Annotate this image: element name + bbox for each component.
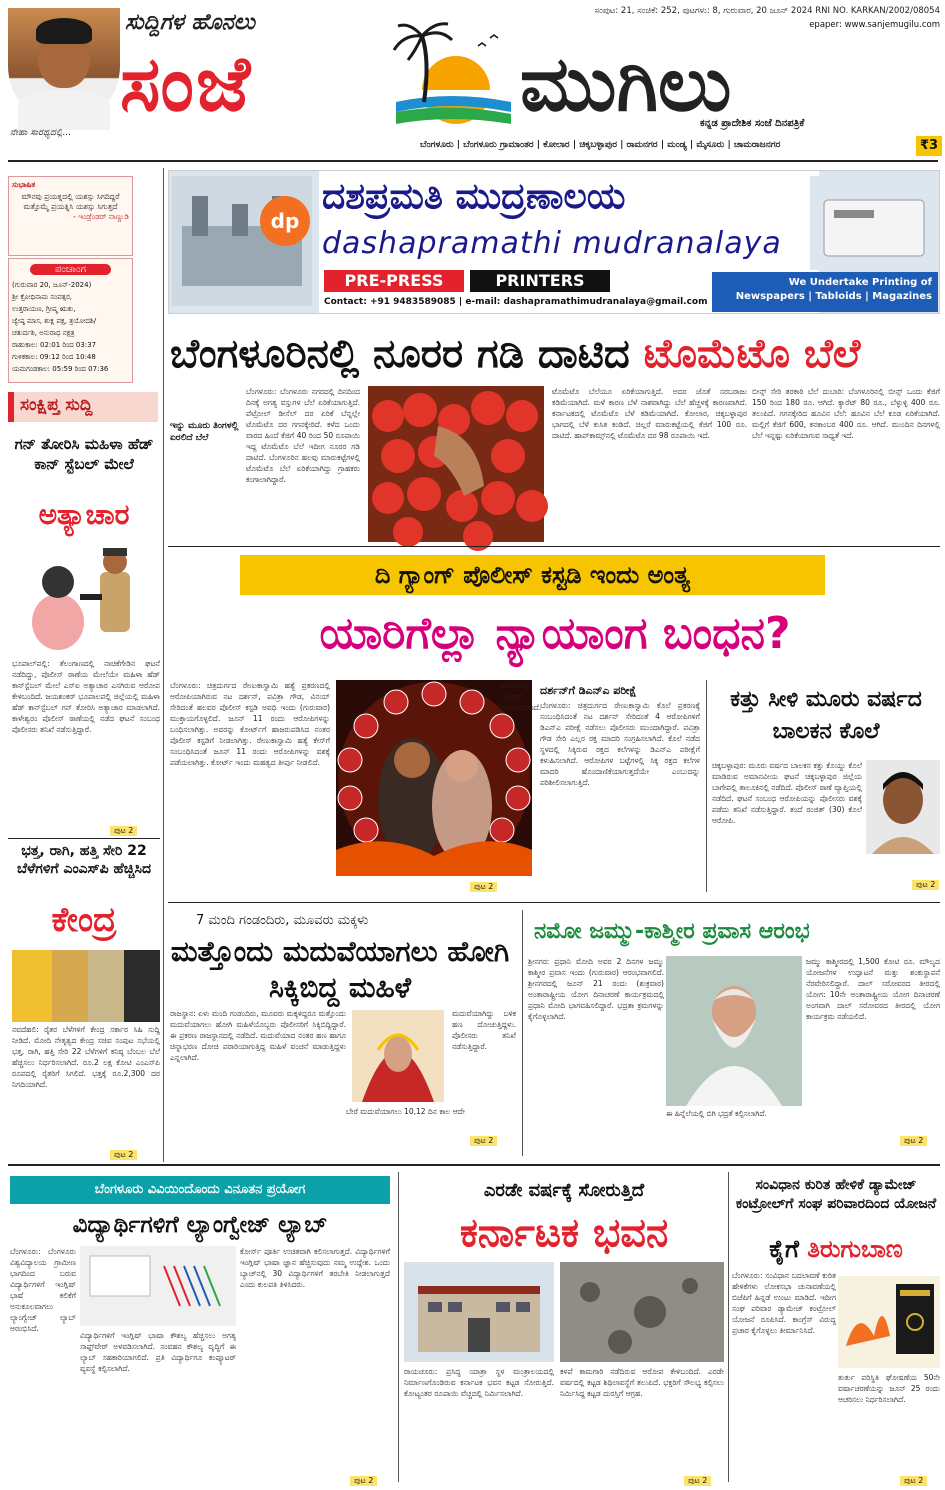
brief1-headline-big[interactable]: ಅತ್ಯಾಚಾರ — [38, 498, 130, 531]
bhavan-body-col1: ರಾಯಚೂರು: ಪ್ರಸಿದ್ಧ ಯಾತ್ರಾ ಸ್ಥಳ ಮಂತ್ರಾಲಯದಲ್ಲಿ ನಿರ್ಮಾಣಗೊಂಡಿರುವ ಕರ್ನಾಟಕ ಭವನ ಕಟ್ಟಡ ಸೋರುತ್ತಿದೆ. ಕೋಟ್ಯಂತರ ರೂಪಾಯಿ ವೆಚ್ಚದಲ್ಲಿ ನಿರ್ಮಿಸಲಾಗಿದೆ. — [404, 1367, 554, 1398]
tomato-pull-quote: ಇನ್ನು ಮೂರು ತಿಂಗಳಲ್ಲಿ ಏರಲಿದೆ ಬೆಲೆ — [170, 421, 239, 443]
ad-services-box — [712, 272, 938, 312]
portrait-caption: ನೇಹಾ ಸಾರಥ್ಯದಲ್ಲಿ... — [10, 128, 72, 138]
brief2-continue[interactable]: ಪುಟ 2 — [110, 1150, 137, 1160]
darshan-headline[interactable]: ಯಾರಿಗೆಲ್ಲಾ ನ್ಯಾಯಾಂಗ ಬಂಧನ? — [319, 608, 791, 659]
tomato-headline[interactable] — [170, 330, 940, 378]
bhavan-continue[interactable]: ಪುಟ 2 — [684, 1476, 711, 1486]
bride-image — [352, 1010, 444, 1102]
bhavan-kicker[interactable]: ಎರಡೇ ವರ್ಷಕ್ಕೆ ಸೋರುತ್ತಿದೆ — [483, 1180, 645, 1201]
masthead-divider — [8, 160, 938, 162]
panchanga-row: ಜ್ಯೇಷ್ಠ ಮಾಸ, ಶುಕ್ಲ ಪಕ್ಷ, ತ್ರಯೋದಶಿ/ — [12, 317, 97, 325]
edition-cities: ಬೆಂಗಳೂರು | ಬೆಂಗಳೂರು ಗ್ರಾಮಾಂತರ | ಕೋಲಾರ | ಚಿಕ್ಕಬಳ್ಳಾಪುರ | ರಾಮನಗರ | ಮಂಡ್ಯ | ಮೈಸೂರು | ಚಾಮರಾಜನಗರ — [420, 140, 781, 150]
lab-band[interactable]: ಬೆಂಗಳೂರು ವಿವಿಯಿಂದೊಂದು ವಿನೂತನ ಪ್ರಯೋಗ — [10, 1176, 390, 1204]
column-divider — [728, 1172, 729, 1482]
grains-image — [12, 950, 160, 1022]
ad-contact: Contact: +91 9483589085 | e-mail: dashapramathimudranalaya@gmail.com — [324, 297, 708, 307]
panchanga-row: ಗುಳಿಕಕಾಲ: 09:12 ರಿಂದ 10:48 — [12, 353, 96, 361]
quote-author: - ಇಂಡ್ರೆಂಡರ್ ನಾಣ್ಣುಡಿ — [73, 212, 129, 221]
bjp-headline[interactable]: ಸಂವಿಧಾನ ಕುರಿತ ಹೇಳಿಕೆ ಡ್ಯಾಮೇಜ್ ಕಂಟ್ರೋಲ್‌ಗೆ ಸಂಘ ಪರಿವಾರದಿಂದ ಯೋಜನೆ — [735, 1177, 937, 1212]
darshan-body-col1: ಬೆಂಗಳೂರು: ಚಿತ್ರದುರ್ಗದ ರೇಣುಕಾಸ್ವಾಮಿ ಹತ್ಯೆ ಪ್ರಕರಣದಲ್ಲಿ ಆರೋಪಿಯಾಗಿರುವ ನಟ ದರ್ಶನ್, ಪವಿತ್ರಾ ಗೌಡ, ವಿನಯ್ ಸೇರಿದಂತೆ ಹಲವರ ಪೊಲೀಸ್ ಕಸ್ಟಡಿ ಅವಧಿ ಇಂದು (ಗುರುವಾರ) ಮುಕ್ತಾಯಗೊಳ್ಳಲಿದೆ. ಜೂನ್ 11 ರಂದು ಆರೋಪಿಗಳನ್ನು ಬಂಧಿಸಲಾಗಿತ್ತು. ಅವರನ್ನು ಕೋರ್ಟ್‌ಗೆ ಹಾಜರುಪಡಿಸಿದ ನಂತರ ಪೊಲೀಸ್ ಕಸ್ಟಡಿಗೆ ನೀಡಲಾಗಿತ್ತು. ರೇಣುಕಾಸ್ವಾಮಿ ಹತ್ಯೆ ಕೇಸ್‌ಗೆ ಸಂಬಂಧಿಸಿದಂತೆ ಜೂನ್ 11 ರಂದು ಆರೋಪಿಗಳನ್ನು ವಶಕ್ಕೆ ಪಡೆಯಲಾಗಿತ್ತು. ಕೋರ್ಟ್ ಇಂದು ಮಹತ್ವದ ತೀರ್ಪು ನೀಡಲಿದೆ. — [170, 681, 330, 767]
modi-body-tail: ಈ ಹಿನ್ನೆಲೆಯಲ್ಲಿ ಬಿಗಿ ಭದ್ರತೆ ಕಲ್ಪಿಸಲಾಗಿದೆ. — [666, 1109, 767, 1118]
column-divider — [398, 1172, 399, 1482]
section-divider — [168, 902, 940, 903]
panchanga-title: ಪಂಚಾಂಗ — [30, 264, 111, 275]
left-column-divider — [163, 168, 164, 1162]
tomato-body-col2: ಟೊಮೆಟೊ ಬೆಲೆಯೂ ಏರಿಕೆಯಾಗುತ್ತಿದೆ. ಅದರ ಜೊತೆ ಸರಬರಾಜು ಕಡಿಮೆಯಾಗಿದೆ. ಮಳೆ ಕಾರಣ ಬೆಳೆ ನಾಶವಾಗಿದ್ದು ಬೆಲೆ ಹೆಚ್ಚಳಕ್ಕೆ ಕಾರಣವಾಗಿದೆ. ಕರ್ನಾಟಕದಲ್ಲಿ ಟೊಮೆಟೊ ಬೆಳೆ ಕಡಿಮೆಯಾಗಿದೆ. ಕೋಲಾರ, ಚಿಕ್ಕಬಳ್ಳಾಪುರ ಭಾಗದಲ್ಲಿ ಬೆಳೆ ಕುಸಿತ ಕಂಡಿದೆ. ಚಿಲ್ಲರೆ ಮಾರುಕಟ್ಟೆಯಲ್ಲಿ ಕೆಜಿಗೆ 100 ರೂ. ದಾಟಿದೆ. ಹಾಪ್‌ಕಾಮ್ಸ್‌ನಲ್ಲಿ ಟೊಮೆಟೊ ದರ 98 ರೂಪಾಯಿ ಇದೆ. — [552, 387, 747, 440]
brief2-body: ನವದೆಹಲಿ: ರೈತರ ಬೆಳೆಗಳಿಗೆ ಕೇಂದ್ರ ಸರ್ಕಾರ ಸಿಹಿ ಸುದ್ದಿ ನೀಡಿದೆ. ಮೋದಿ ನೇತೃತ್ವದ ಕೇಂದ್ರ ಸಚಿವ ಸಂಪುಟ ಸಭೆಯಲ್ಲಿ ಭತ್ತ, ರಾಗಿ, ಹತ್ತಿ ಸೇರಿ 22 ಬೆಳೆಗಳಿಗೆ ಕನಿಷ್ಠ ಬೆಂಬಲ ಬೆಲೆ ಹೆಚ್ಚಿಸಲು ನಿರ್ಧರಿಸಲಾಗಿದೆ. ರೂ.2 ಲಕ್ಷ ಕೋಟಿ ಎಂಎಸ್‌ಪಿ ರೂಪದಲ್ಲಿ ರೈತರಿಗೆ ಸಿಗಲಿದೆ. ಭತ್ತಕ್ಕೆ ರೂ.2,300 ದರ ನಿಗದಿಯಾಗಿದೆ. — [12, 1025, 160, 1089]
ad-prepress-label: PRE-PRESS — [324, 270, 464, 292]
sunset-palm-logo — [386, 20, 516, 130]
language-lab-image — [80, 1246, 236, 1326]
bjp-headline-red: ತಿರುಗುಬಾಣ — [807, 1235, 903, 1263]
modi-body-col2: ಜಮ್ಮು ಕಾಶ್ಮೀರದಲ್ಲಿ 1,500 ಕೋಟಿ ರೂ. ಮೌಲ್ಯದ ಯೋಜನೆಗಳ ಉದ್ಘಾಟನೆ ಮತ್ತು ಶಂಕುಸ್ಥಾಪನೆ ನೆರವೇರಿಸಲಿದ್ದಾರೆ. ದಾಲ್ ಸರೋವರದ ತೀರದಲ್ಲಿ ಯೋಗ: 10ನೇ ಅಂತಾರಾಷ್ಟ್ರೀಯ ಯೋಗ ದಿನಾಚರಣೆ ಅಂಗವಾಗಿ ದಾಲ್ ಸರೋವರದ ತೀರದಲ್ಲಿ ಯೋಗ ಕಾರ್ಯಕ್ರಮ ನಡೆಯಲಿದೆ. — [806, 957, 940, 1021]
darshan-body-col2: ಬೆಂಗಳೂರು: ಚಿತ್ರದುರ್ಗದ ರೇಣುಕಾಸ್ವಾಮಿ ಕೊಲೆ ಪ್ರಕರಣಕ್ಕೆ ಸಂಬಂಧಿಸಿದಂತೆ ನಟ ದರ್ಶನ್ ಸೇರಿದಂತೆ 4 ಆರೋಪಿಗಳಿಗೆ ಡಿಎನ್ಎ ಪರೀಕ್ಷೆ ನಡೆಸಲು ಪೊಲೀಸರು ಮುಂದಾಗಿದ್ದಾರೆ. ಪವಿತ್ರಾ ಗೌಡ ಸೇರಿ ಎಲ್ಲರ ರಕ್ತ ಮಾದರಿ ಸಂಗ್ರಹಿಸಲಾಗಿದೆ. ಕೊಲೆ ನಡೆದ ಸ್ಥಳದಲ್ಲಿ ಸಿಕ್ಕಿರುವ ರಕ್ತದ ಕಲೆಗಳನ್ನು ಡಿಎನ್ಎ ಪರೀಕ್ಷೆಗೆ ಕಳುಹಿಸಲಾಗಿದೆ. ಆರೋಪಿಗಳ ಬಟ್ಟೆಗಳಲ್ಲಿ ಸಿಕ್ಕ ರಕ್ತದ ಕಲೆಗಳ ಮಾದರಿ ಹೊಂದಾಣಿಕೆಯಾಗುತ್ತದೆಯೇ ಎಂಬುದನ್ನು ಪರಿಶೀಲಿಸಲಾಗುತ್ತಿದೆ. — [540, 701, 700, 787]
bhavan-body-col2: ಕಳಪೆ ಕಾಮಗಾರಿ ನಡೆದಿರುವ ಆರೋಪ ಕೇಳಿಬಂದಿದೆ. ಎರಡೇ ವರ್ಷದಲ್ಲಿ ಕಟ್ಟಡ ಶಿಥಿಲಾವಸ್ಥೆಗೆ ತಲುಪಿದೆ. ಭಕ್ತರಿಗೆ ಸೌಲಭ್ಯ ಕಲ್ಪಿಸಲು ನಿರ್ಮಿಸಿದ್ದ ಕಟ್ಟಡ ದುರಸ್ತಿಗೆ ಆಗ್ರಹ. — [560, 1367, 724, 1398]
ad-title-english: dashapramathi mudranalaya — [322, 226, 782, 261]
panchanga-row: ಶ್ರೀ ಕ್ರೋಧಿನಾಮ ಸಂವತ್ಸರ, — [12, 293, 72, 301]
panchanga-box — [8, 258, 133, 383]
bhavan-headline[interactable]: ಕರ್ನಾಟಕ ಭವನ — [459, 1210, 669, 1256]
tomato-body-col1 — [170, 386, 360, 542]
issue-meta: ಸಂಪುಟ: 21, ಸಂಚಿಕೆ: 252, ಪುಟಗಳು: 8, ಗುರುವಾರ, 20 ಜೂನ್ 2024 RNI NO. KARKAN/2002/08054 — [594, 6, 940, 16]
bjp-headline-black: ಕೈಗೆ — [769, 1235, 799, 1263]
brief1-continue[interactable]: ಪುಟ 2 — [110, 826, 137, 836]
brief1-body: ಭೂಪಾಲ್‌ಪಲ್ಲಿ: ತೆಲಂಗಾಣದಲ್ಲಿ ನಾಚಿಕೆಗೇಡಿನ ಘಟನೆ ನಡೆದಿದ್ದು, ಪೊಲೀಸ್ ಠಾಣೆಯ ಮೇಲೆಯೇ ಮಹಿಳಾ ಹೆಡ್ ಕಾನ್‌ಸ್ಟೆಬಲ್ ಮೇಲೆ ಎಸ್‌ಐ ಅತ್ಯಾಚಾರ ಎಸಗಿರುವ ಆರೋಪ ಕೇಳಿಬಂದಿದೆ. ಜಯಶಂಕರ್ ಭೂಪಾಲಪಲ್ಲಿ ಜಿಲ್ಲೆಯಲ್ಲಿ ಮಹಿಳಾ ಹೆಡ್ ಕಾನ್‌ಸ್ಟೆಬಲ್ ಗನ್ ತೋರಿಸಿ ಅತ್ಯಾಚಾರ ಮಾಡಲಾಗಿದೆ. ಕಾಳೇಶ್ವರಂ ಪೊಲೀಸ್ ಠಾಣೆಯಲ್ಲಿ ನಡೆದ ಘಟನೆ ಸಂಬಂಧ ಪೊಲೀಸರು ತನಿಖೆ ನಡೆಸುತ್ತಿದ್ದಾರೆ. — [12, 659, 160, 734]
boy-murder-headline[interactable]: ಕತ್ತು ಸೀಳಿ ಮೂರು ವರ್ಷದ ಬಾಲಕನ ಕೊಲೆ — [730, 687, 922, 744]
brief2-headline[interactable]: ಭತ್ತ, ರಾಗಿ, ಹತ್ತಿ ಸೇರಿ 22 ಬೆಳೆಗಳಿಗೆ ಎಂಎಸ್‌ಪಿ ಹೆಚ್ಚಿಸಿದ — [16, 843, 152, 877]
briefs-section-header: ಸಂಕ್ಷಿಪ್ತ ಸುದ್ದಿ — [8, 392, 158, 422]
boy-murder-continue[interactable]: ಪುಟ 2 — [912, 880, 939, 890]
bjp-continue[interactable]: ಪುಟ 2 — [900, 1476, 927, 1486]
panchanga-row: ರಾಹುಕಾಲ: 02:01 ರಿಂದ 03:37 — [12, 341, 97, 349]
marriage-body-tail: ಬೇರೆ ಮದುವೆಯಾಗಲು 10,12 ದಿನ ಕಾಲ ಆದೇ — [346, 1107, 465, 1116]
bjp-headline-big[interactable] — [732, 1234, 940, 1264]
marriage-continue[interactable]: ಪುಟ 2 — [470, 1136, 497, 1146]
panchanga-row: ಚತುರ್ದಶಿ, ಅನುರಾಧ ನಕ್ಷತ್ರ — [12, 329, 75, 337]
leaking-roof-image — [560, 1262, 724, 1362]
tomato-headline-red: ಟೊಮೆಟೊ ಬೆಲೆ — [643, 331, 861, 377]
lab-continue[interactable]: ಪುಟ 2 — [350, 1476, 377, 1486]
dna-subheadline[interactable]: ದರ್ಶನ್‌ಗೆ ಡಿಎನ್ಎ ಪರೀಕ್ಷೆ — [540, 684, 637, 697]
brief-divider — [8, 838, 160, 839]
ad-services-line1: We Undertake Printing of — [788, 277, 932, 288]
ad-logo: dp — [260, 196, 310, 246]
marriage-kicker: 7 ಮಂದಿ ಗಂಡಂದಿರು, ಮೂವರು ಮಕ್ಕಳು — [196, 913, 369, 928]
boy-murder-body: ಚಿಕ್ಕಬಳ್ಳಾಪುರ: ಮೂರು ವರ್ಷದ ಬಾಲಕನ ಕತ್ತು ಕೊಯ್ದು ಕೊಲೆ ಮಾಡಿರುವ ಅಮಾನವೀಯ ಘಟನೆ ಚಿಕ್ಕಬಳ್ಳಾಪುರ ಜಿಲ್ಲೆಯ ಬಾಗೇಪಲ್ಲಿ ತಾಲೂಕಿನಲ್ಲಿ ನಡೆದಿದೆ. ಪೊಲೀಸ್ ಠಾಣೆ ವ್ಯಾಪ್ತಿಯಲ್ಲಿ ನಡೆದಿದೆ. ಘಟನೆ ಸಂಬಂಧ ಆರೋಪಿಯನ್ನು ಪೊಲೀಸರು ವಶಕ್ಕೆ ಪಡೆದು ತನಿಖೆ ನಡೆಸುತ್ತಿದ್ದಾರೆ. ತಂದೆ ರಂಜಿತ್ (30) ಕೊಲೆ ಆರೋಪಿ. — [712, 761, 862, 825]
tomato-body-col1-text: ಬೆಂಗಳೂರು: ಬೆಂಗಳೂರು ನಗರದಲ್ಲಿ ದಿನದಿಂದ ದಿನಕ್ಕೆ ಅಗತ್ಯ ವಸ್ತುಗಳ ಬೆಲೆ ಏರಿಕೆಯಾಗುತ್ತಿದೆ. ಪೆಟ್ರೋಲ್ ಡೀಸೆಲ್ ದರ ಏರಿಕೆ ಬೆನ್ನಲ್ಲೇ ಟೊಮೆಟೊ ದರ ಗಗನಕ್ಕೇರಿದೆ. ಕಳೆದ ಒಂದು ವಾರದ ಹಿಂದೆ ಕೆಜಿಗೆ 40 ರಿಂದ 50 ರೂಪಾಯಿ ಇದ್ದ ಟೊಮೆಟೊ ಬೆಲೆ ಇದೀಗ ನೂರರ ಗಡಿ ದಾಟಿದೆ. ಬೆಂಗಳೂರಿನ ಹಲವು ಮಾರುಕಟ್ಟೆಗಳಲ್ಲಿ ಟೊಮೆಟೊ ಬೆಲೆ ಏರಿಕೆಯಾಗಿದ್ದು ಗ್ರಾಹಕರು ಕಂಗಾಲಾಗಿದ್ದಾರೆ. — [246, 387, 360, 484]
lab-body-col1: ಬೆಂಗಳೂರು: ಬೆಂಗಳೂರು ವಿಶ್ವವಿದ್ಯಾಲಯ ಗ್ರಾಮೀಣ ಭಾಗದಿಂದ ಬರುವ ವಿದ್ಯಾರ್ಥಿಗಳಿಗೆ ಇಂಗ್ಲಿಷ್ ಭಾಷೆ ಕಲಿಕೆಗೆ ಅನುಕೂಲವಾಗಲು ಲ್ಯಾಂಗ್ವೇಜ್ ಲ್ಯಾಬ್ ಆರಂಭಿಸಿದೆ. — [10, 1247, 76, 1333]
brief1-illustration — [20, 542, 148, 654]
brief1-headline[interactable]: ಗನ್ ತೋರಿಸಿ ಮಹಿಳಾ ಹೆಡ್ ಕಾನ್ ಸ್ಟೆಬಲ್ ಮೇಲೆ — [14, 435, 154, 473]
masthead-title-left: ಸಂಜೆ — [120, 39, 253, 128]
ad-printers-label: PRINTERS — [470, 270, 610, 292]
tomato-body-col3: ಬೀನ್ಸ್ ಸೇರಿ ತರಕಾರಿ ಬೆಲೆ ದುಬಾರಿ: ಬೆಂಗಳೂರಿನಲ್ಲಿ ಬೀನ್ಸ್ ಒಂದು ಕೆಜಿಗೆ 150 ರಿಂದ 180 ರೂ. ಆಗಿದೆ. ಕ್ಯಾರೆಟ್ 80 ರೂ., ಬೆಳ್ಳುಳ್ಳಿ 400 ರೂ. ತಲುಪಿದೆ. ಗಗನಕ್ಕೇರಿದ ಹೂವಿನ ಬೆಲೆ: ಹೂವಿನ ಬೆಲೆ ಕೂಡ ಏರಿಕೆಯಾಗಿದೆ. ಮಲ್ಲಿಗೆ ಕೆಜಿಗೆ 600, ಕನಕಾಂಬರ 400 ರೂ. ಆಗಿದೆ. ಮುಂದಿನ ದಿನಗಳಲ್ಲಿ ಬೆಲೆ ಇನ್ನಷ್ಟು ಏರಿಕೆಯಾಗುವ ಸಾಧ್ಯತೆ ಇದೆ. — [752, 387, 940, 440]
masthead-tagline: ಸುದ್ದಿಗಳ ಹೊನಲು — [125, 10, 256, 35]
modi-continue[interactable]: ಪುಟ 2 — [900, 1136, 927, 1146]
marriage-body-col1: ರಾಜಸ್ಥಾನ: ಏಳು ಮಂದಿ ಗಂಡಂದಿರು, ಮೂವರು ಮಕ್ಕಳಿದ್ದರೂ ಮತ್ತೊಂದು ಮದುವೆಯಾಗಲು ಹೋಗಿ ಮಹಿಳೆಯೊಬ್ಬರು ಪೊಲೀಸರಿಗೆ ಸಿಕ್ಕಿಬಿದ್ದಿದ್ದಾರೆ. ಈ ಪ್ರಕರಣ ರಾಜಸ್ಥಾನದಲ್ಲಿ ನಡೆದಿದೆ. ಮದುವೆಯಾದ ನಂತರ ಹಣ ಹಾಗೂ ಚಿನ್ನಾಭರಣ ದೋಚಿ ಪರಾರಿಯಾಗುತ್ತಿದ್ದ ಮಹಿಳೆ ವಂಚನೆ ಮಾಡುತ್ತಿದ್ದಳು ಎನ್ನಲಾಗಿದೆ. — [170, 1009, 346, 1062]
constitution-image — [838, 1276, 940, 1368]
price-badge: ₹3 — [916, 136, 942, 156]
lab-headline[interactable]: ವಿದ್ಯಾರ್ಥಿಗಳಿಗೆ ಲ್ಯಾಂಗ್ವೇಜ್ ಲ್ಯಾಬ್ — [72, 1212, 328, 1238]
epaper-link[interactable]: epaper: www.sanjemugilu.com — [809, 20, 940, 30]
ad-title: ದಶಪ್ರಮತಿ ಮುದ್ರಣಾಲಯ — [322, 176, 626, 217]
masthead-title-right: ಮುಗಿಲು — [520, 39, 732, 128]
quote-label: ಸುಭಾಷಿತ — [12, 180, 36, 189]
section-divider — [168, 546, 940, 547]
panchanga-row: ಉತ್ತರಾಯಣ, ಗ್ರೀಷ್ಮ ಋತು, — [12, 305, 76, 313]
panchanga-date: (ಗುರುವಾರ 20, ಜೂನ್-2024) — [12, 281, 92, 289]
lab-body-col2: ವಿದ್ಯಾರ್ಥಿಗಳಿಗೆ ಇಂಗ್ಲಿಷ್ ಭಾಷಾ ಕೌಶಲ್ಯ ಹೆಚ್ಚಿಸಲು ಅಗತ್ಯ ಸಾಫ್ಟ್‌ವೇರ್ ಅಳವಡಿಸಲಾಗಿದೆ. ಸಂವಹನ ಕೌಶಲ್ಯ ವೃದ್ಧಿಗೆ ಈ ಲ್ಯಾಬ್ ಸಹಕಾರಿಯಾಗಲಿದೆ. ಪ್ರತಿ ವಿದ್ಯಾರ್ಥಿಗೂ ಕಂಪ್ಯೂಟರ್ ವ್ಯವಸ್ಥೆ ಕಲ್ಪಿಸಲಾಗಿದೆ. — [80, 1331, 236, 1373]
modi-body-col1: ಶ್ರೀನಗರ: ಪ್ರಧಾನಿ ಮೋದಿ ಅವರ 2 ದಿನಗಳ ಜಮ್ಮು ಕಾಶ್ಮೀರ ಪ್ರವಾಸ ಇಂದು (ಗುರುವಾರ) ಆರಂಭವಾಗಲಿದೆ. ಶ್ರೀನಗರದಲ್ಲಿ ಜೂನ್ 21 ರಂದು (ಶುಕ್ರವಾರ) ಅಂತಾರಾಷ್ಟ್ರೀಯ ಯೋಗ ದಿನಾಚರಣೆ ಕಾರ್ಯಕ್ರಮದಲ್ಲಿ ಪ್ರಧಾನಿ ಮೋದಿ ಭಾಗವಹಿಸಲಿದ್ದಾರೆ. ಭದ್ರತಾ ಕ್ರಮಗಳನ್ನು ಕೈಗೊಳ್ಳಲಾಗಿದೆ. — [528, 957, 664, 1021]
panchanga-row: ಯಮಗಂಡಕಾಲ: 05:59 ರಿಂದ 07:36 — [12, 365, 109, 373]
tomato-headline-black: ಬೆಂಗಳೂರಿನಲ್ಲಿ ನೂರರ ಗಡಿ ದಾಟಿದ — [170, 331, 630, 377]
ad-services-line2: Newspapers | Tabloids | Magazines — [735, 291, 932, 302]
quote-box — [8, 176, 133, 256]
paper-description: ಕನ್ನಡ ಪ್ರಾದೇಶಿಕ ಸಂಜೆ ದಿನಪತ್ರಿಕೆ — [700, 118, 805, 129]
modi-photo — [666, 956, 802, 1106]
bottom-section-divider — [8, 1164, 940, 1166]
darshan-band[interactable]: ದಿ ಗ್ಯಾಂಗ್ ಪೊಲೀಸ್ ಕಸ್ಟಡಿ ಇಂದು ಅಂತ್ಯ — [240, 555, 825, 595]
marriage-headline[interactable]: ಮತ್ತೊಂದು ಮದುವೆಯಾಗಲು ಹೋಗಿ ಸಿಕ್ಕಿಬಿದ್ದ ಮಹಿಳೆ — [170, 935, 510, 1004]
karnataka-bhavan-image — [404, 1262, 554, 1362]
accused-photo — [866, 760, 940, 854]
bjp-body-col1: ಬೆಂಗಳೂರು: ಸಂವಿಧಾನ ಬದಲಾವಣೆ ಕುರಿತ ಹೇಳಿಕೆಗಳು ಲೋಕಸಭಾ ಚುನಾವಣೆಯಲ್ಲಿ ಬಿಜೆಪಿಗೆ ಹಿನ್ನಡೆ ಉಂಟು ಮಾಡಿದೆ. ಇದೀಗ ಸಂಘ ಪರಿವಾರ ಡ್ಯಾಮೇಜ್ ಕಂಟ್ರೋಲ್ ಯೋಜನೆ ರೂಪಿಸಿದೆ. ಕಾಂಗ್ರೆಸ್ ವಿರುದ್ಧ ಪ್ರಚಾರ ಕೈಗೊಳ್ಳಲು ತೀರ್ಮಾನಿಸಿದೆ. — [732, 1271, 836, 1335]
tomato-image — [368, 386, 544, 542]
column-divider — [522, 910, 523, 1156]
quote-text: ಮೌನವು ಪ್ರಯತ್ನದಲ್ಲಿ ಯಶಸ್ಸು ಸಿಗದಿದ್ದರೆ ಮತ್ತೊಮ್ಮೆ ಪ್ರಯತ್ನಿಸಿ ಯಶಸ್ಸು ಸಿಗುತ್ತದೆ — [21, 192, 120, 211]
brief2-headline-big[interactable]: ಕೇಂದ್ರ — [51, 900, 117, 940]
darshan-continue[interactable]: ಪುಟ 2 — [470, 882, 497, 892]
bjp-body-col2: ತುರ್ತು ಪರಿಸ್ಥಿತಿ ಘೋಷಣೆಯ 50ನೇ ವರ್ಷಾಚರಣೆಯನ್ನು ಜೂನ್ 25 ರಂದು ಆಚರಿಸಲು ನಿರ್ಧರಿಸಲಾಗಿದೆ. — [838, 1373, 940, 1404]
modi-headline[interactable]: ನಮೋ ಜಮ್ಮು-ಕಾಶ್ಮೀರ ಪ್ರವಾಸ ಆರಂಭ — [528, 912, 940, 952]
lab-body-col3: ಕೋರ್ಸ್ ಪೂರ್ತಿ ಉಚಿತವಾಗಿ ಕಲಿಸಲಾಗುತ್ತದೆ. ವಿದ್ಯಾರ್ಥಿಗಳಿಗೆ ಇಂಗ್ಲಿಷ್ ಭಾಷಾ ಜ್ಞಾನ ಹೆಚ್ಚಿಸುವುದು ನಮ್ಮ ಉದ್ದೇಶ. ಒಂದು ಬ್ಯಾಚ್‌ನಲ್ಲಿ 30 ವಿದ್ಯಾರ್ಥಿಗಳಿಗೆ ತರಬೇತಿ ನೀಡಲಾಗುತ್ತದೆ ಎಂದು ಕುಲಪತಿ ತಿಳಿಸಿದರು. — [240, 1247, 390, 1289]
printer-image — [810, 176, 936, 270]
column-divider — [706, 680, 707, 892]
marriage-body-col2: ಮದುವೆಯಾಗಿದ್ದು ಬಳಿಕ ಹಣ ದೋಚುತ್ತಿದ್ದಳು. ಪೊಲೀಸರು ತನಿಖೆ ನಡೆಸುತ್ತಿದ್ದಾರೆ. — [452, 1009, 516, 1051]
editor-portrait — [8, 8, 120, 124]
darshan-body-col1b: ಆರೋಪಿಗಳ ವಿಚಾರಣೆ ಮುಂದುವರಿದಿದೆ. — [500, 681, 542, 712]
